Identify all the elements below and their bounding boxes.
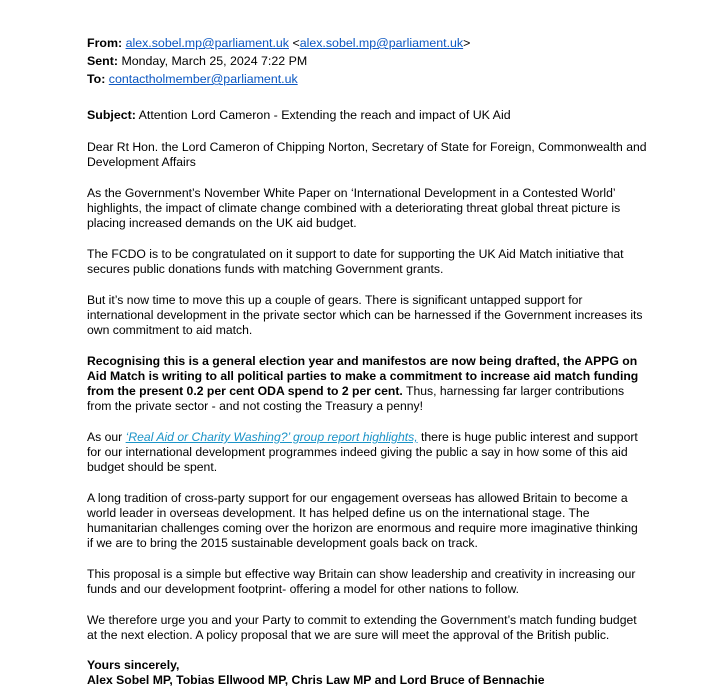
subject-line (87, 106, 647, 124)
from-email-bracket-close: > (463, 36, 471, 50)
from-label: From: (87, 36, 123, 50)
from-email-bracket-open: < (292, 36, 300, 50)
paragraph-urge: We therefore urge you and your Party to commit to extending the Government’s match funding budget at the next election. A policy proposal that we are sure will meet the approval of the British public. (87, 613, 637, 642)
sent-label: Sent: (87, 54, 118, 68)
paragraph-fcdo: The FCDO is to be congratulated on it support to date for supporting the UK Aid Match initiative that secures public donations funds with matching Government grants. (87, 247, 624, 276)
email-body (87, 140, 647, 643)
paragraph-gears: But it’s now time to move this up a couple of gears. There is significant untapped support for international development in the private sector which can be harnessed if the Government increases its own commitment to aid match. (87, 293, 643, 337)
from-email-link[interactable]: alex.sobel.mp@parliament.uk (125, 36, 289, 50)
signatories: Alex Sobel MP, Tobias Ellwood MP, Chris Law MP and Lord Bruce of Bennachie (87, 673, 545, 687)
paragraph-tradition: A long tradition of cross-party support for our engagement overseas has allowed Britain to become a world leader in overseas development. It has helped define us on the international stage. The humanitarian challenges coming over the horizon are enormous and require more imaginative thinking if we are to bring the 2015 sustainable development goals back on track. (87, 491, 638, 550)
sent-value: Monday, March 25, 2024 7:22 PM (121, 54, 308, 68)
email-document (87, 34, 647, 688)
to-email-link[interactable]: contactholmember@parliament.uk (108, 72, 298, 86)
paragraph-white-paper: As the Government’s November White Paper on ‘International Development in a Contested World’ highlights, the impact of climate change combined with a deteriorating threat global threat picture is placing increased demands on the UK aid budget. (87, 186, 621, 230)
paragraph-report-rest: there is huge public interest and support for our international development programmes indeed giving the public a say in how some of this aid budget should be spent. (87, 430, 638, 474)
paragraph-election (87, 354, 647, 414)
to-label: To: (87, 72, 106, 86)
subject-value: Attention Lord Cameron - Extending the reach and impact of UK Aid (138, 108, 511, 122)
paragraph-proposal: This proposal is a simple but effective way Britain can show leadership and creativity in increasing our funds and our development footprint- offering a model for other nations to follow. (87, 567, 636, 596)
paragraph-election-rest: Thus, harnessing far larger contributions from the private sector - and not costing the Treasury a penny! (87, 384, 625, 413)
closing: Yours sincerely, (87, 658, 180, 672)
from-line (87, 34, 647, 52)
paragraph-election-bold: Recognising this is a general election year and manifestos are now being drafted, the APPG on Aid Match is writing to all political parties to make a commitment to increase aid match funding from the present 0.2 per cent ODA spend to 2 per cent. (87, 354, 639, 398)
subject-label: Subject: (87, 108, 136, 122)
to-line (87, 70, 647, 88)
report-link[interactable]: ‘Real Aid or Charity Washing?’ group report highlights, (125, 430, 418, 444)
salutation: Dear Rt Hon. the Lord Cameron of Chipping Norton, Secretary of State for Foreign, Commonwealth and Development Affairs (87, 140, 647, 169)
from-email-bracketed-link[interactable]: alex.sobel.mp@parliament.uk (299, 36, 464, 50)
paragraph-report (87, 430, 647, 475)
paragraph-report-prefix: As our (87, 430, 126, 444)
sent-line (87, 52, 647, 70)
